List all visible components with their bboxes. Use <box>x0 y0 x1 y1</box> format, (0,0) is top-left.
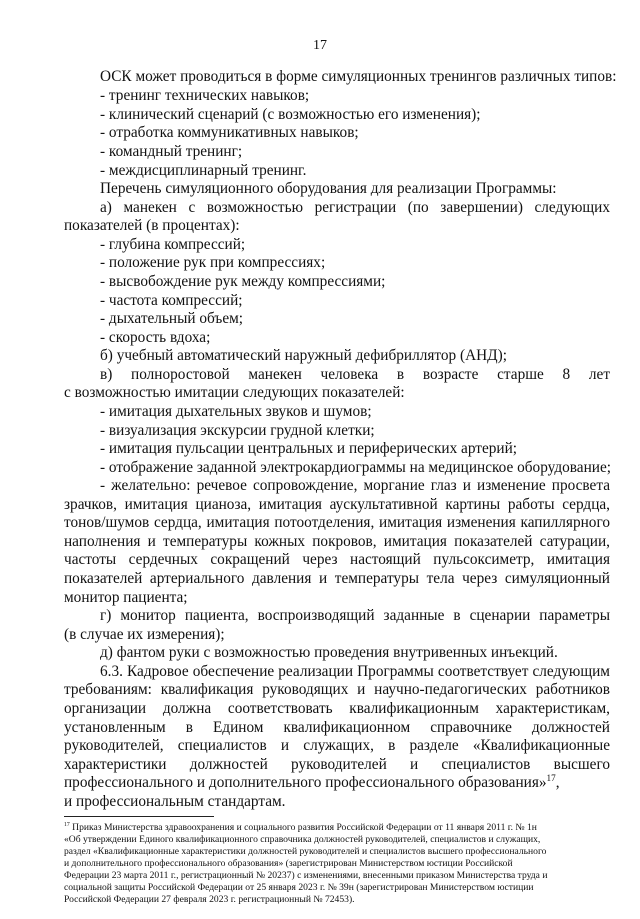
text-line: монитор пациента; <box>64 589 188 606</box>
text-line: наполнения и температуры кожных покровов, имитация показателей сатурации, <box>64 533 610 550</box>
text-line: организации должна соответствовать квалификационным характеристикам, <box>64 700 610 717</box>
text-line: показателей (в процентах): <box>64 217 240 234</box>
list-item: - имитация дыхательных звуков и шумов; <box>100 403 372 420</box>
text-line: с возможностью имитации следующих показателей: <box>64 384 405 401</box>
list-item: - положение рук при компрессиях; <box>100 254 326 271</box>
footnote-marker: 17 <box>546 772 556 783</box>
text-line: Перечень симуляционного оборудования для реализации Программы: <box>100 180 557 197</box>
text-line: б) учебный автоматический наружный дефибриллятор (АНД); <box>100 347 507 364</box>
text-line: 6.3. Кадровое обеспечение реализации Программы соответствует следующим <box>100 663 610 680</box>
list-item: - частота компрессий; <box>100 292 243 309</box>
footnote-separator <box>64 816 214 817</box>
text-line: установленным в Едином квалификационном справочнике должностей <box>64 719 610 736</box>
list-item: - отработка коммуникативных навыков; <box>100 124 359 141</box>
list-item: - междисциплинарный тренинг. <box>100 162 307 179</box>
text-line: ОСК может проводиться в форме симуляционных тренингов различных типов: <box>100 68 617 85</box>
footnote-line <box>64 822 610 835</box>
text-line: (в случае их измерения); <box>64 626 225 643</box>
list-item: - высвобождение рук между компрессиями; <box>100 273 386 290</box>
list-item: - визуализация экскурсии грудной клетки; <box>100 422 375 439</box>
list-item: - дыхательный объем; <box>100 310 244 327</box>
text-line: г) монитор пациента, воспроизводящий заданные в сценарии параметры <box>100 607 610 624</box>
list-item: - отображение заданной электрокардиограммы на медицинское оборудование; <box>100 459 611 476</box>
text-line: характеристики должностей руководителей и специалистов высшего <box>64 756 610 773</box>
text-line-content: профессионального и дополнительного профессионального образования» <box>64 774 547 791</box>
text-line: и профессиональным стандартам. <box>64 793 286 810</box>
list-item: - тренинг технических навыков; <box>100 87 310 104</box>
list-item: - скорость вдоха; <box>100 329 211 346</box>
footnote-line: Российской Федерации 27 февраля 2023 г. регистрационный № 72453). <box>64 894 355 905</box>
footnote-line: и дополнительного профессионального образования» (зарегистрирован Министерством юстиции Российской <box>64 858 513 869</box>
footnote-line: «Об утверждении Единого квалификационного справочника должностей руководителей, специалистов и служащих, <box>64 834 541 845</box>
list-item: - желательно: речевое сопровождение, моргание глаз и изменение просвета <box>100 477 610 494</box>
footnote-line: раздел «Квалификационные характеристики должностей руководителей и специалистов высшего профессионального <box>64 846 547 857</box>
footnote-line: Федерации 23 марта 2011 г., регистрационный № 20237) с изменениями, внесенными приказом Министерства труда и <box>64 870 548 881</box>
text-line: частоты сердечных сокращений через настоящий пульсоксиметр, имитация <box>64 551 610 568</box>
text-line: тонов/шумов сердца, имитация потоотделения, имитация изменения капиллярного <box>64 514 610 531</box>
list-item: - командный тренинг; <box>100 143 243 160</box>
page-number: 17 <box>313 38 327 53</box>
text-line: руководителей, специалистов и служащих, в разделе «Квалификационные <box>64 737 610 754</box>
footnote-line: социальной защиты Российской Федерации от 25 января 2023 г. № 39н (зарегистрирован Министерством юстиции <box>64 882 534 893</box>
text-line: д) фантом руки с возможностью проведения внутривенных инъекций. <box>100 644 558 661</box>
text-line: показателей артериального давления и температуры тела через симуляционный <box>64 570 610 587</box>
list-item: - глубина компрессий; <box>100 236 246 253</box>
text-line: а) манекен с возможностью регистрации (по завершении) следующих <box>100 199 610 216</box>
footnote-number: 17 <box>64 821 70 828</box>
text-line: зрачков, имитация цианоза, имитация аускультативной картины работы сердца, <box>64 496 610 513</box>
list-item: - клинический сценарий (с возможностью его изменения); <box>100 106 481 123</box>
text-line: требованиям: квалификация руководящих и научно-педагогических работников <box>64 681 610 698</box>
text-line: профессионального и дополнительного профессионального образования»$^{17}$, <box>64 772 560 791</box>
list-item: - имитация пульсации центральных и периферических артерий; <box>100 440 518 457</box>
text-line: в) полноростовой манекен человека в возрасте старше 8 лет <box>100 366 610 383</box>
footnote-text: Приказ Министерства здравоохранения и социального развития Российской Федерации от 11 января 2011 г. № 1н <box>72 822 537 833</box>
